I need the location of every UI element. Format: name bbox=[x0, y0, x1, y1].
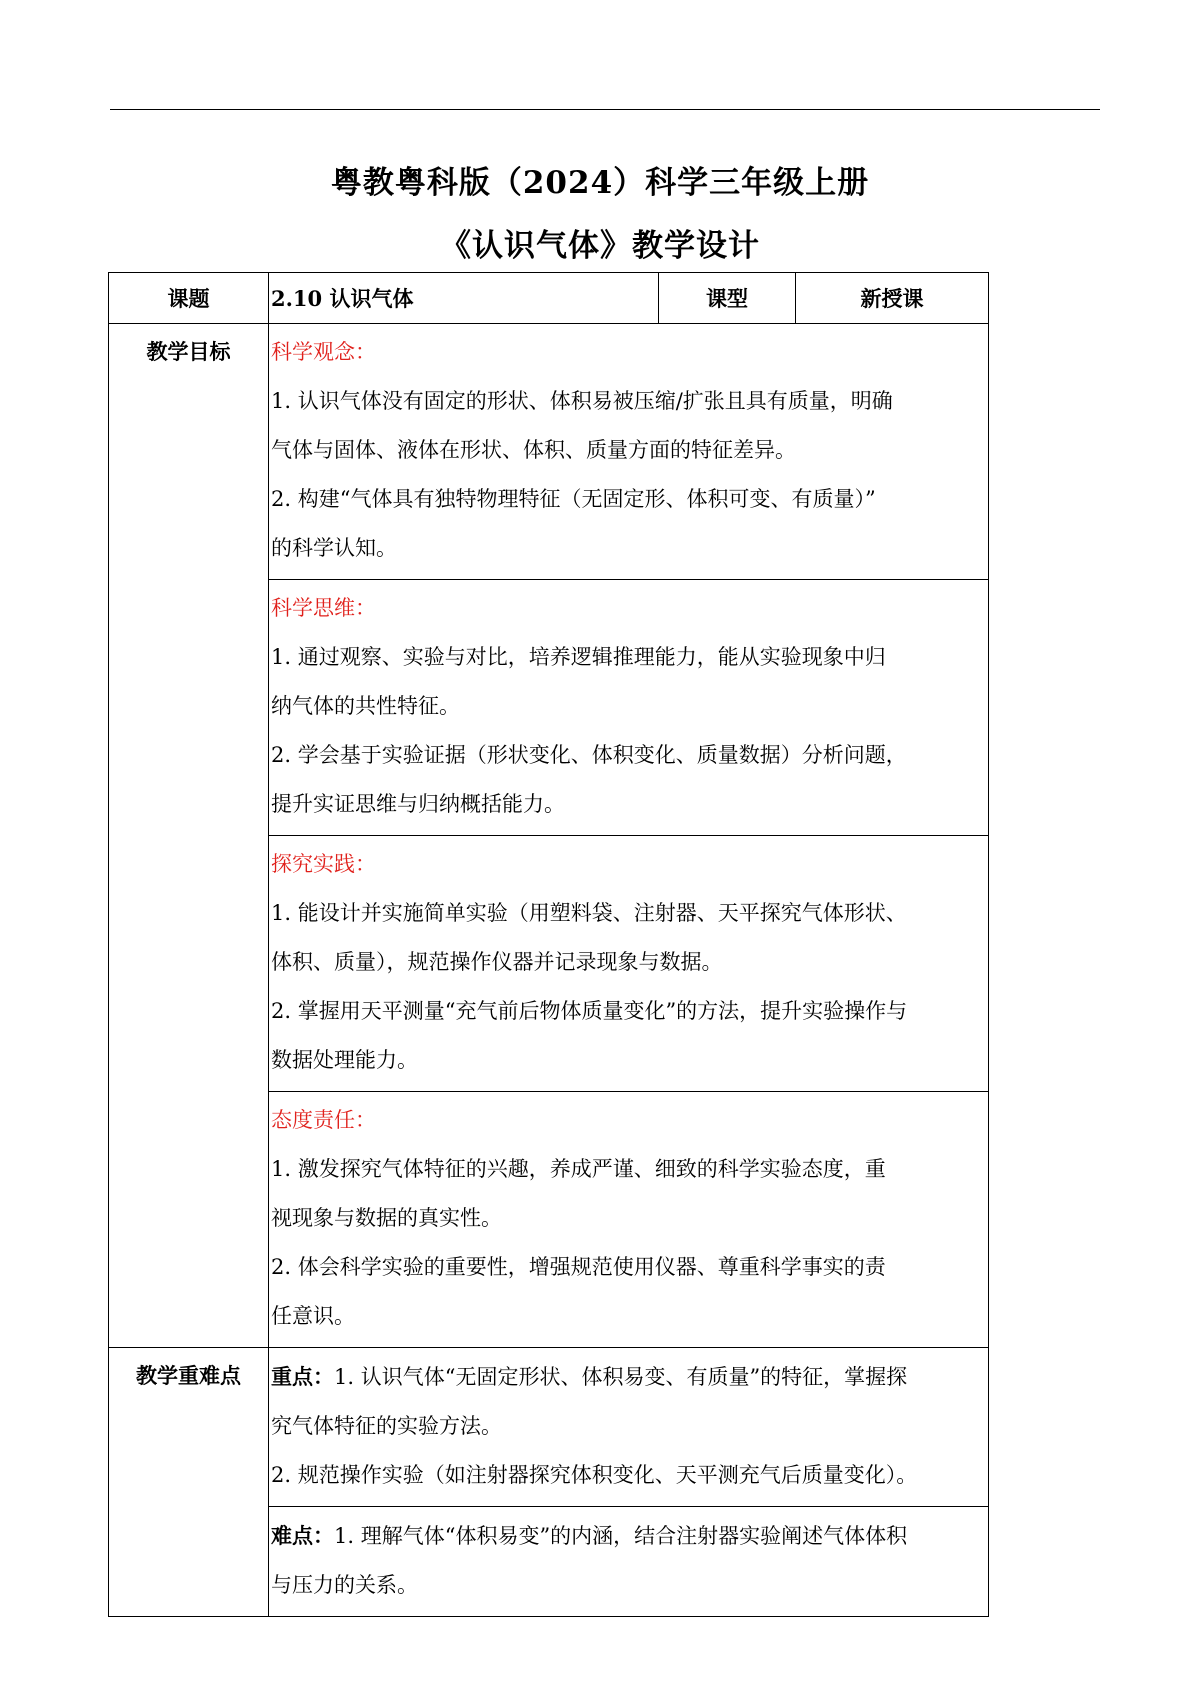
objective-section bbox=[269, 580, 989, 836]
section-line: 的科学认知。 bbox=[271, 536, 397, 560]
section-line: 究气体特征的实验方法。 bbox=[271, 1414, 502, 1438]
type-value: 新授课 bbox=[796, 273, 989, 324]
section-line: 2. 规范操作实验（如注射器探究体积变化、天平测充气后质量变化）。 bbox=[271, 1463, 918, 1487]
section-heading: 态度责任： bbox=[271, 1108, 376, 1132]
section-line: 1. 通过观察、实验与对比，培养逻辑推理能力，能从实验现象中归 bbox=[271, 645, 886, 669]
key-points-label: 教学重难点 bbox=[109, 1348, 269, 1617]
section-line: 体积、质量），规范操作仪器并记录现象与数据。 bbox=[271, 950, 723, 974]
section-line: 任意识。 bbox=[271, 1304, 355, 1328]
key-points-row-focus bbox=[109, 1348, 989, 1507]
focus-section bbox=[269, 1348, 989, 1507]
section-line: 视现象与数据的真实性。 bbox=[271, 1206, 502, 1230]
section-line: 提升实证思维与归纳概括能力。 bbox=[271, 792, 565, 816]
section-line: 1. 激发探究气体特征的兴趣，养成严谨、细致的科学实验态度，重 bbox=[271, 1157, 886, 1181]
section-line: 纳气体的共性特征。 bbox=[271, 694, 460, 718]
table-header-row bbox=[109, 273, 989, 324]
section-heading: 科学观念： bbox=[271, 340, 376, 364]
section-line: 2. 体会科学实验的重要性，增强规范使用仪器、尊重科学事实的责 bbox=[271, 1255, 886, 1279]
section-heading: 探究实践： bbox=[271, 852, 376, 876]
section-line: 2. 掌握用天平测量“充气前后物体质量变化”的方法，提升实验操作与 bbox=[271, 999, 908, 1023]
focus-prefix: 重点： bbox=[271, 1364, 334, 1389]
type-label: 课型 bbox=[659, 273, 796, 324]
difficulty-text: 1. 理解气体“体积易变”的内涵，结合注射器实验阐述气体体积 bbox=[334, 1524, 908, 1548]
section-heading: 科学思维： bbox=[271, 596, 376, 620]
difficulty-line bbox=[271, 1511, 986, 1561]
section-line: 1. 认识气体没有固定的形状、体积易被压缩/扩张且具有质量，明确 bbox=[271, 389, 893, 413]
lesson-plan-table bbox=[108, 272, 989, 1617]
section-line: 2. 构建“气体具有独特物理特征（无固定形、体积可变、有质量）” bbox=[271, 487, 876, 511]
objective-row-concept bbox=[109, 324, 989, 580]
objective-section bbox=[269, 1092, 989, 1348]
section-line: 气体与固体、液体在形状、体积、质量方面的特征差异。 bbox=[271, 438, 796, 462]
topic-value: 2.10 认识气体 bbox=[269, 273, 659, 324]
document-title: 粤教粤科版（2024）科学三年级上册 bbox=[330, 165, 870, 201]
topic-label: 课题 bbox=[109, 273, 269, 324]
document-subtitle: 《认识气体》教学设计 bbox=[440, 228, 760, 264]
difficulty-prefix: 难点： bbox=[271, 1523, 334, 1548]
focus-text: 1. 认识气体“无固定形状、体积易变、有质量”的特征，掌握探 bbox=[334, 1365, 908, 1389]
difficulty-section bbox=[269, 1507, 989, 1617]
section-line: 1. 能设计并实施简单实验（用塑料袋、注射器、天平探究气体形状、 bbox=[271, 901, 907, 925]
section-line: 数据处理能力。 bbox=[271, 1048, 418, 1072]
section-line: 与压力的关系。 bbox=[271, 1573, 418, 1597]
section-line: 2. 学会基于实验证据（形状变化、体积变化、质量数据）分析问题， bbox=[271, 743, 907, 767]
objective-section bbox=[269, 324, 989, 580]
focus-line bbox=[271, 1352, 986, 1402]
objective-section bbox=[269, 836, 989, 1092]
header-rule bbox=[110, 109, 1100, 110]
objectives-label: 教学目标 bbox=[109, 324, 269, 1348]
